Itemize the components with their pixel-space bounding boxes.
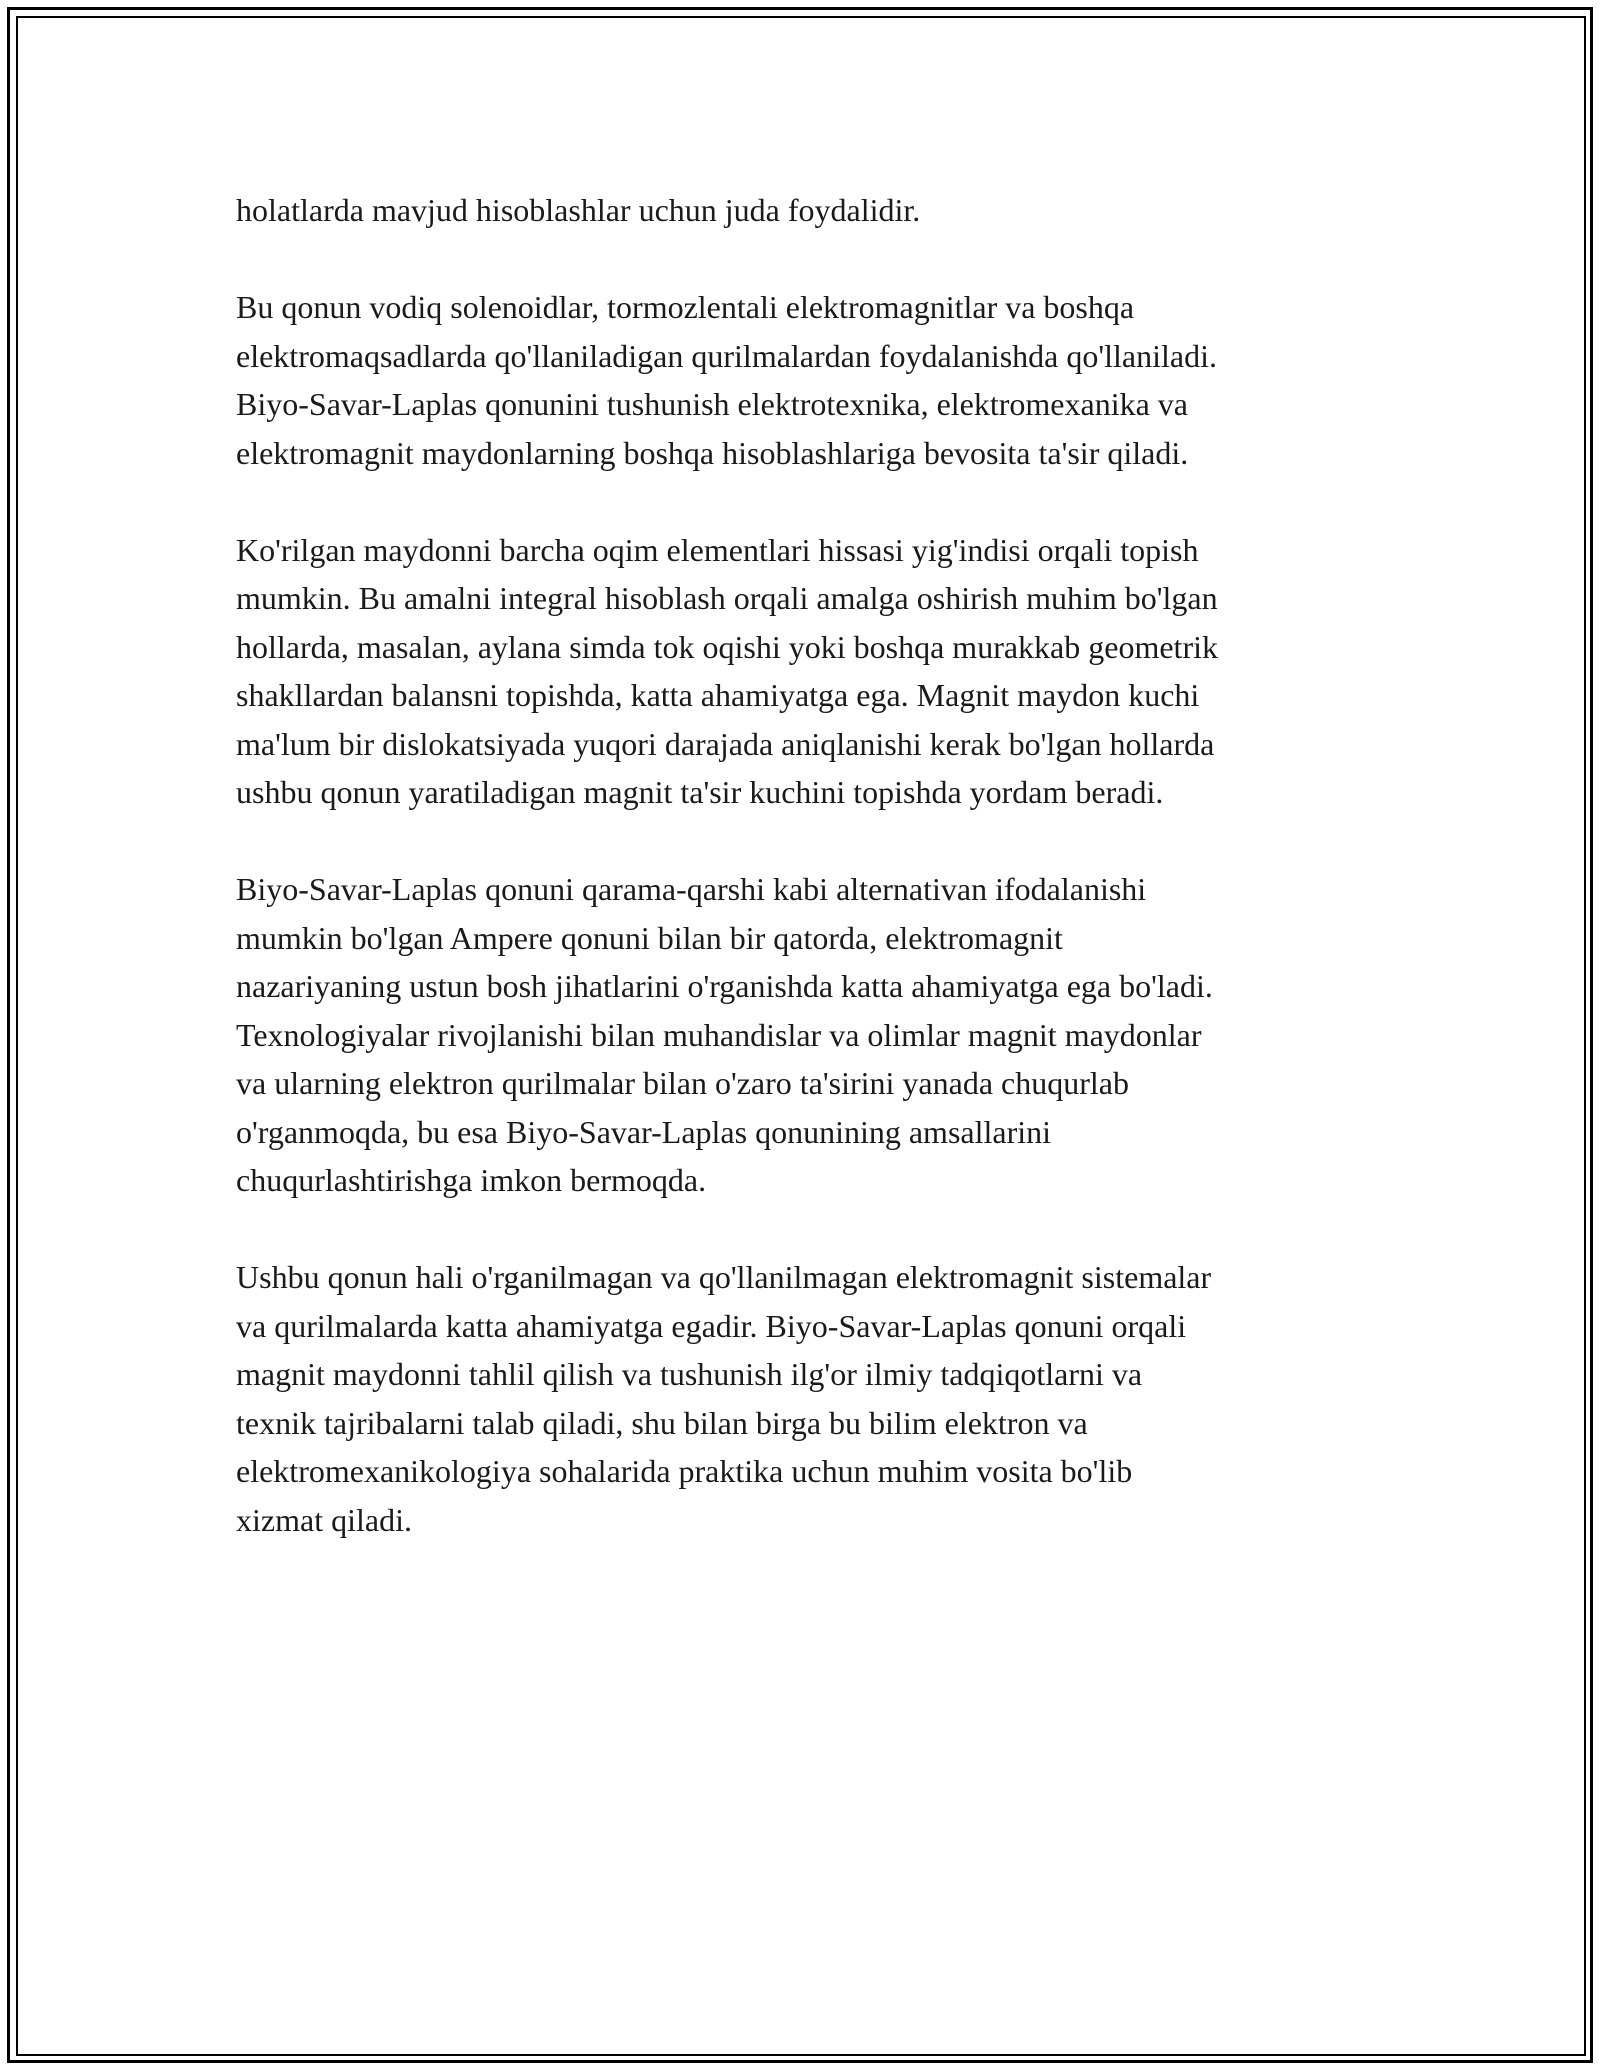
paragraph-1: holatlarda mavjud hisoblashlar uchun juda foydalidir.: [236, 192, 921, 228]
paragraph-5: Ushbu qonun hali o'rganilmagan va qo'llanilmagan elektromagnit sistemalar va qurilmalarda katta ahamiyatga egadir. Biyo-Savar-Laplas qonuni orqali magnit maydonni tahlil qilish va tushunish ilg'or ilmiy tadqiqotlarni va texnik tajribalarni talab qiladi, shu bilan birga bu bilim elektron va elektromexanikologiya sohalarida praktika uchun muhim vosita bo'lib xizmat qiladi.: [236, 1259, 1212, 1538]
paragraph-4: Biyo-Savar-Laplas qonuni qarama-qarshi kabi alternativan ifodalanishi mumkin bo'lgan Ampere qonuni bilan bir qatorda, elektromagnit nazariyaning ustun bosh jihatlarini o'rganishda katta ahamiyatga ega bo'ladi. Texnologiyalar rivojlanishi bilan muhandislar va olimlar magnit maydonlar va ularning elektron qurilmalar bilan o'zaro ta'sirini yanada chuqurlab o'rganmoqda, bu esa Biyo-Savar-Laplas qonunining amsallarini chuqurlashtirishga imkon bermoqda.: [236, 871, 1213, 1198]
document-body: [236, 186, 1386, 1593]
paragraph-2: Bu qonun vodiq solenoidlar, tormozlentali elektromagnitlar va boshqa elektromaqsadlarda qo'llaniladigan qurilmalardan foydalanishda qo'llaniladi. Biyo-Savar-Laplas qonunini tushunish elektrotexnika, elektromexanika va elektromagnit maydonlarning boshqa hisoblashlariga bevosita ta'sir qiladi.: [236, 289, 1217, 471]
paragraph-3: Ko'rilgan maydonni barcha oqim elementlari hissasi yig'indisi orqali topish mumkin. Bu amalni integral hisoblash orqali amalga oshirish muhim bo'lgan hollarda, masalan, aylana simda tok oqishi yoki boshqa murakkab geometrik shakllardan balansni topishda, katta ahamiyatga ega. Magnit maydon kuchi ma'lum bir dislokatsiyada yuqori darajada aniqlanishi kerak bo'lgan hollarda ushbu qonun yaratiladigan magnit ta'sir kuchini topishda yordam beradi.: [236, 531, 1218, 810]
